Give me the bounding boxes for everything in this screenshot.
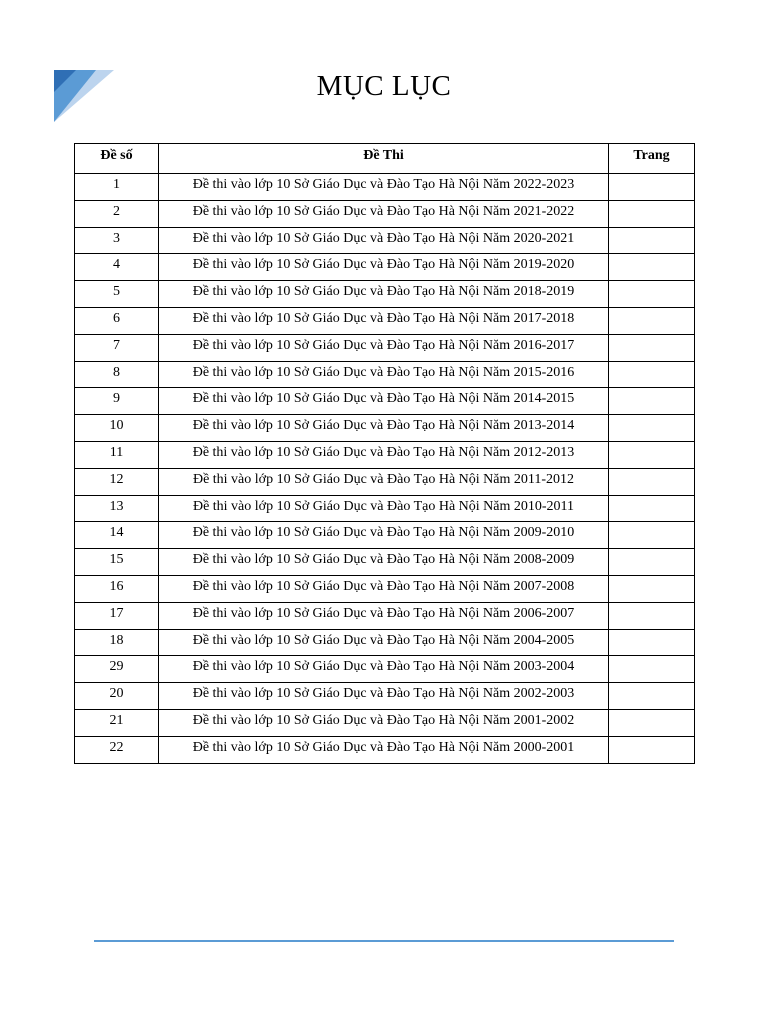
row-number: 10 [75,415,159,442]
page-title: MỤC LỤC [316,70,452,102]
row-page [609,656,695,683]
row-page [609,200,695,227]
row-title: Đề thi vào lớp 10 Sở Giáo Dục và Đào Tạo Hà Nội Năm 2016-2017 [159,334,609,361]
table-row [75,736,695,763]
table-row [75,227,695,254]
table-row [75,307,695,334]
row-page [609,361,695,388]
row-title: Đề thi vào lớp 10 Sở Giáo Dục và Đào Tạo Hà Nội Năm 2001-2002 [159,709,609,736]
table-row [75,200,695,227]
row-title: Đề thi vào lớp 10 Sở Giáo Dục và Đào Tạo Hà Nội Năm 2003-2004 [159,656,609,683]
header-page: Trang [609,144,695,174]
footer-divider [94,940,674,942]
row-title: Đề thi vào lớp 10 Sở Giáo Dục và Đào Tạo Hà Nội Năm 2011-2012 [159,468,609,495]
table-row [75,334,695,361]
row-page [609,441,695,468]
row-title: Đề thi vào lớp 10 Sở Giáo Dục và Đào Tạo Hà Nội Năm 2004-2005 [159,629,609,656]
row-page [609,736,695,763]
row-number: 20 [75,683,159,710]
table-row [75,602,695,629]
row-number: 2 [75,200,159,227]
row-page [609,602,695,629]
row-number: 16 [75,575,159,602]
row-page [609,227,695,254]
row-page [609,683,695,710]
row-page [609,468,695,495]
row-number: 5 [75,281,159,308]
table-of-contents [74,143,695,764]
row-title: Đề thi vào lớp 10 Sở Giáo Dục và Đào Tạo Hà Nội Năm 2000-2001 [159,736,609,763]
table-header-row [75,144,695,174]
row-number: 17 [75,602,159,629]
table-row [75,629,695,656]
table-body [75,174,695,764]
table-row [75,281,695,308]
row-page [609,174,695,201]
table-row [75,441,695,468]
row-page [609,334,695,361]
row-number: 18 [75,629,159,656]
row-number: 29 [75,656,159,683]
row-title: Đề thi vào lớp 10 Sở Giáo Dục và Đào Tạo Hà Nội Năm 2021-2022 [159,200,609,227]
row-number: 22 [75,736,159,763]
row-number: 13 [75,495,159,522]
row-title: Đề thi vào lớp 10 Sở Giáo Dục và Đào Tạo Hà Nội Năm 2010-2011 [159,495,609,522]
row-number: 14 [75,522,159,549]
row-number: 15 [75,549,159,576]
row-page [609,709,695,736]
table-row [75,468,695,495]
table-row [75,415,695,442]
row-number: 6 [75,307,159,334]
table-row [75,495,695,522]
row-page [609,575,695,602]
row-title: Đề thi vào lớp 10 Sở Giáo Dục và Đào Tạo Hà Nội Năm 2012-2013 [159,441,609,468]
row-number: 4 [75,254,159,281]
row-page [609,629,695,656]
row-title: Đề thi vào lớp 10 Sở Giáo Dục và Đào Tạo Hà Nội Năm 2014-2015 [159,388,609,415]
header-number: Đề số [75,144,159,174]
row-title: Đề thi vào lớp 10 Sở Giáo Dục và Đào Tạo Hà Nội Năm 2020-2021 [159,227,609,254]
table-row [75,683,695,710]
table-row [75,575,695,602]
table-row [75,709,695,736]
row-title: Đề thi vào lớp 10 Sở Giáo Dục và Đào Tạo Hà Nội Năm 2013-2014 [159,415,609,442]
row-page [609,307,695,334]
row-number: 3 [75,227,159,254]
row-number: 21 [75,709,159,736]
table-row [75,522,695,549]
row-number: 7 [75,334,159,361]
row-title: Đề thi vào lớp 10 Sở Giáo Dục và Đào Tạo Hà Nội Năm 2017-2018 [159,307,609,334]
row-number: 12 [75,468,159,495]
row-page [609,495,695,522]
header-title: Đề Thi [159,144,609,174]
table-row [75,388,695,415]
row-page [609,281,695,308]
table-row [75,361,695,388]
table-row [75,174,695,201]
row-title: Đề thi vào lớp 10 Sở Giáo Dục và Đào Tạo Hà Nội Năm 2009-2010 [159,522,609,549]
table-row [75,656,695,683]
row-number: 1 [75,174,159,201]
row-page [609,388,695,415]
row-page [609,254,695,281]
row-title: Đề thi vào lớp 10 Sở Giáo Dục và Đào Tạo Hà Nội Năm 2007-2008 [159,575,609,602]
row-title: Đề thi vào lớp 10 Sở Giáo Dục và Đào Tạo Hà Nội Năm 2022-2023 [159,174,609,201]
row-title: Đề thi vào lớp 10 Sở Giáo Dục và Đào Tạo Hà Nội Năm 2018-2019 [159,281,609,308]
row-title: Đề thi vào lớp 10 Sở Giáo Dục và Đào Tạo Hà Nội Năm 2008-2009 [159,549,609,576]
row-title: Đề thi vào lớp 10 Sở Giáo Dục và Đào Tạo Hà Nội Năm 2002-2003 [159,683,609,710]
row-number: 11 [75,441,159,468]
row-page [609,522,695,549]
row-page [609,415,695,442]
table-row [75,254,695,281]
row-number: 9 [75,388,159,415]
table-row [75,549,695,576]
row-title: Đề thi vào lớp 10 Sở Giáo Dục và Đào Tạo Hà Nội Năm 2015-2016 [159,361,609,388]
row-page [609,549,695,576]
row-title: Đề thi vào lớp 10 Sở Giáo Dục và Đào Tạo Hà Nội Năm 2019-2020 [159,254,609,281]
row-title: Đề thi vào lớp 10 Sở Giáo Dục và Đào Tạo Hà Nội Năm 2006-2007 [159,602,609,629]
row-number: 8 [75,361,159,388]
